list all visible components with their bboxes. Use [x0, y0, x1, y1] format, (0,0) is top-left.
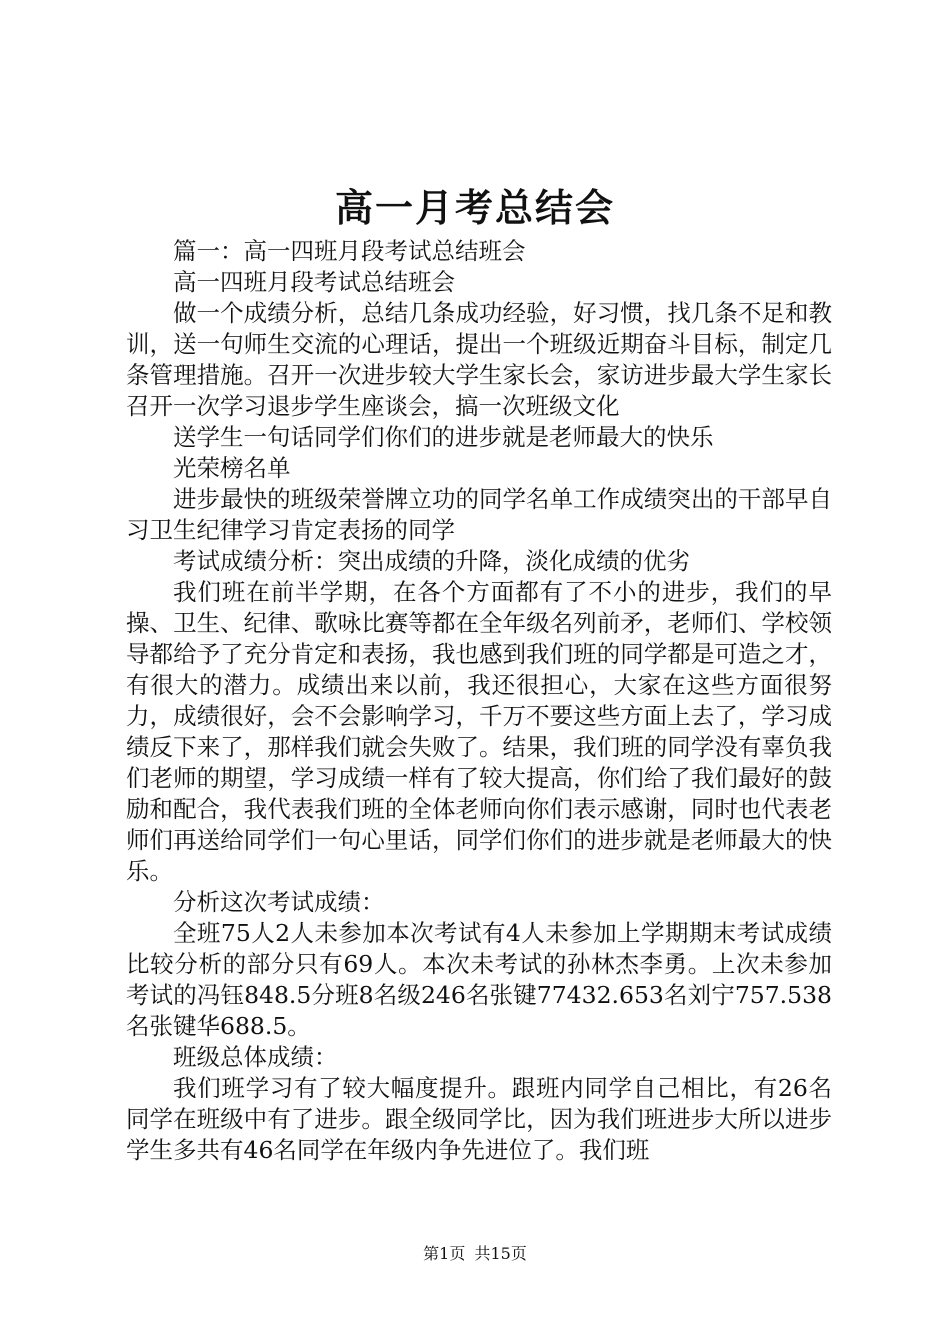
paragraph: 进步最快的班级荣誉牌立功的同学名单工作成绩突出的干部早自习卫生纪律学习肯定表扬的同学 — [126, 485, 832, 544]
paragraph: 全班75人2人未参加本次考试有4人未参加上学期期末考试成绩比较分析的部分只有69人。本次未考试的孙林杰李勇。上次未参加考试的冯钰848.5分班8名级246名张键77432.653名刘宁757.538名张键华688.5。 — [126, 919, 832, 1040]
paragraph: 送学生一句话同学们你们的进步就是老师最大的快乐 — [173, 423, 714, 451]
paragraph: 分析这次考试成绩： — [173, 888, 385, 916]
paragraph: 篇一：高一四班月段考试总结班会 — [173, 237, 526, 265]
paragraph: 我们班学习有了较大幅度提升。跟班内同学自己相比，有26名同学在班级中有了进步。跟全级同学比，因为我们班进步大所以进步学生多共有46名同学在年级内争先进位了。我们班 — [126, 1074, 832, 1164]
page-total: 共15页 — [474, 1244, 527, 1263]
paragraph: 光荣榜名单 — [173, 454, 291, 482]
page-number: 第1页 — [423, 1244, 466, 1263]
document-body — [126, 236, 832, 1166]
document-title: 高一月考总结会 — [334, 185, 615, 230]
paragraph: 考试成绩分析：突出成绩的升降，淡化成绩的优劣 — [173, 547, 690, 575]
page-footer — [0, 1244, 950, 1264]
paragraph: 做一个成绩分析，总结几条成功经验，好习惯，找几条不足和教训，送一句师生交流的心理话，提出一个班级近期奋斗目标，制定几条管理措施。召开一次进步较大学生家长会，家访进步最大学生家长召开一次学习退步学生座谈会，搞一次班级文化 — [126, 299, 832, 420]
paragraph: 班级总体成绩： — [173, 1043, 338, 1071]
paragraph: 我们班在前半学期，在各个方面都有了不小的进步，我们的早操、卫生、纪律、歌咏比赛等都在全年级名列前矛，老师们、学校领导都给予了充分肯定和表扬，我也感到我们班的同学都是可造之才，有很大的潜力。成绩出来以前，我还很担心，大家在这些方面很努力，成绩很好，会不会影响学习，千万不要这些方面上去了，学习成绩反下来了，那样我们就会失败了。结果，我们班的同学没有辜负我们老师的期望，学习成绩一样有了较大提高，你们给了我们最好的鼓励和配合，我代表我们班的全体老师向你们表示感谢，同时也代表老师们再送给同学们一句心里话，同学们你们的进步就是老师最大的快乐。 — [126, 578, 832, 885]
paragraph: 高一四班月段考试总结班会 — [173, 268, 455, 296]
